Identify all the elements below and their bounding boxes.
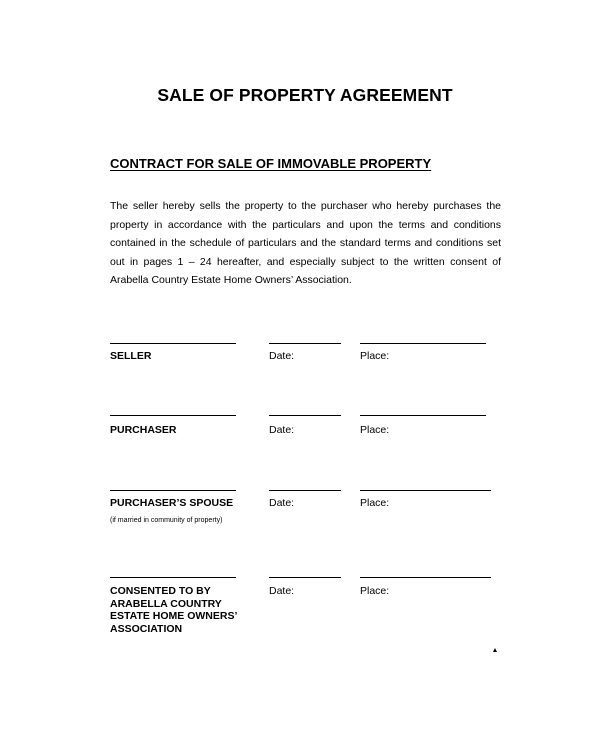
seller-label: SELLER bbox=[110, 350, 152, 362]
purchaser-place-line[interactable] bbox=[360, 415, 486, 416]
association-label-line: CONSENTED TO BY bbox=[110, 585, 211, 597]
spouse-date-line[interactable] bbox=[269, 490, 341, 491]
purchaser-date-label: Date: bbox=[269, 424, 295, 436]
purchaser-label: PURCHASER bbox=[110, 424, 177, 436]
spouse-place-label: Place: bbox=[360, 497, 390, 509]
association-date-label: Date: bbox=[269, 585, 295, 597]
corner-mark-icon bbox=[493, 648, 497, 652]
spouse-date-label: Date: bbox=[269, 497, 295, 509]
purchaser-signature-line[interactable] bbox=[110, 415, 236, 416]
association-label-line: ARABELLA COUNTRY bbox=[110, 597, 222, 610]
association-place-line[interactable] bbox=[360, 577, 491, 578]
seller-place-label: Place: bbox=[360, 350, 390, 362]
seller-place-line[interactable] bbox=[360, 343, 486, 344]
association-date-line[interactable] bbox=[269, 577, 341, 578]
association-signature-line[interactable] bbox=[110, 577, 236, 578]
seller-signature-line[interactable] bbox=[110, 343, 236, 344]
association-place-label: Place: bbox=[360, 585, 390, 597]
purchaser-place-label: Place: bbox=[360, 424, 390, 436]
agreement-paragraph: The seller hereby sells the property to the purchaser who hereby purchases the property in accordance with the particulars and upon the terms and conditions contained in the schedule of particulars and the standard terms and conditions set out in pages 1 – 24 hereafter, and especially subject to the written consent of Arabella Country Estate Home Owners’ Association. bbox=[110, 200, 501, 286]
spouse-place-line[interactable] bbox=[360, 490, 491, 491]
association-label bbox=[110, 585, 237, 635]
contract-subtitle: CONTRACT FOR SALE OF IMMOVABLE PROPERTY bbox=[110, 156, 432, 171]
spouse-signature-line[interactable] bbox=[110, 490, 236, 491]
spouse-label: PURCHASER’S SPOUSE bbox=[110, 497, 234, 509]
purchaser-date-line[interactable] bbox=[269, 415, 341, 416]
seller-date-line[interactable] bbox=[269, 343, 341, 344]
association-label-line: ASSOCIATION bbox=[110, 622, 183, 635]
association-label-line: ESTATE HOME OWNERS’ bbox=[110, 610, 238, 622]
document-title: SALE OF PROPERTY AGREEMENT bbox=[157, 85, 453, 105]
spouse-note: (if married in community of property) bbox=[110, 517, 223, 524]
seller-date-label: Date: bbox=[269, 350, 295, 362]
